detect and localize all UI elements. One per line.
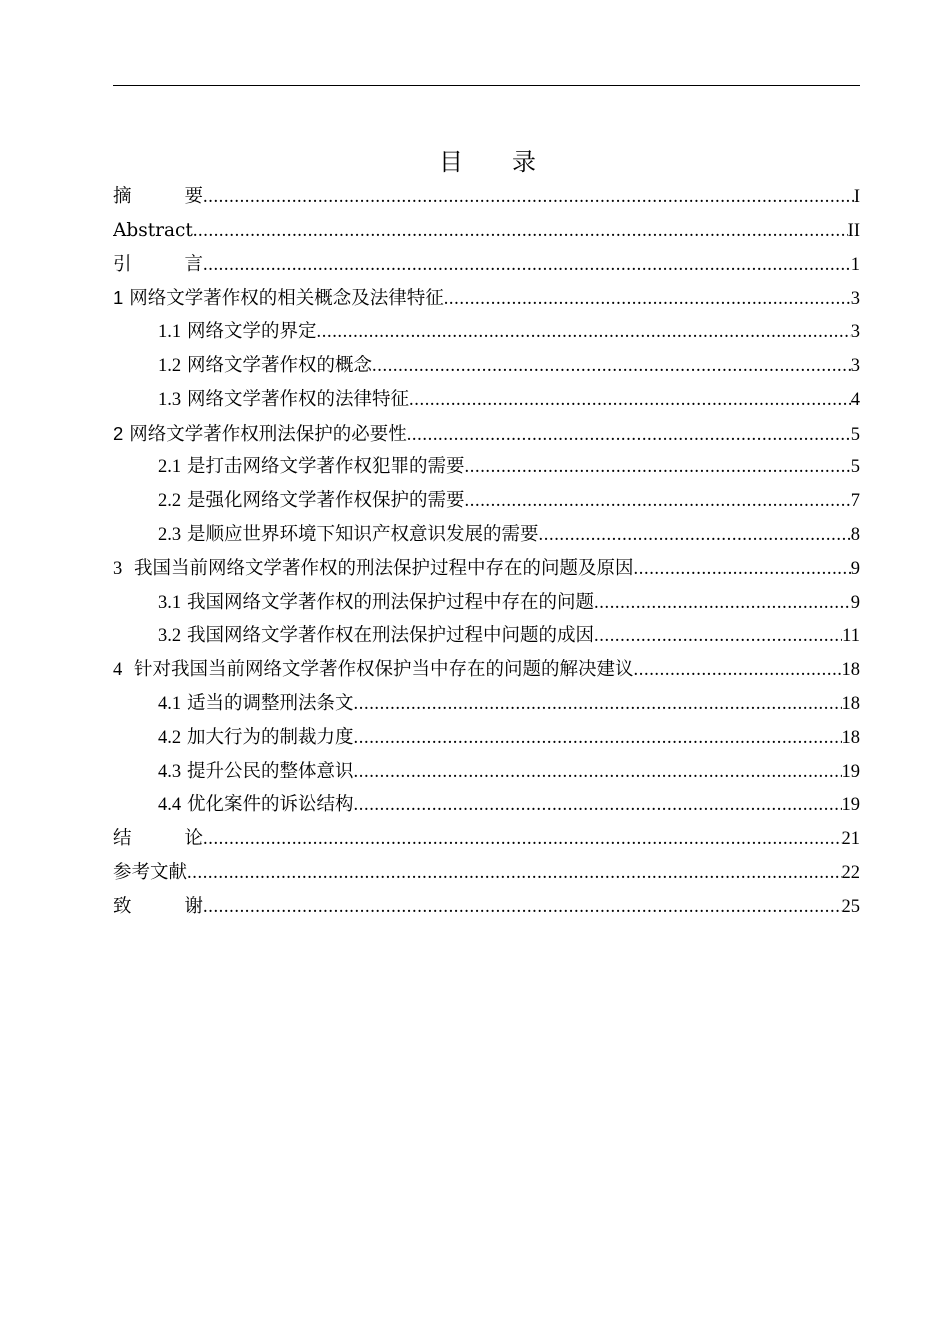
toc-entry[interactable]	[113, 653, 860, 687]
toc-entry-label	[113, 653, 634, 687]
toc-entry-label	[113, 281, 444, 315]
toc-entry-text: 网络文学著作权的概念	[187, 354, 373, 376]
toc-entry[interactable]	[113, 552, 860, 586]
toc-entry-number: 3.1	[158, 592, 182, 613]
toc-entry-text: 加大行为的制裁力度	[187, 726, 354, 748]
toc-page-number: 5	[850, 457, 860, 478]
toc-entry-label: 结 论	[113, 828, 203, 850]
toc-dot-leader	[634, 654, 842, 687]
toc-page-number: 25	[841, 896, 860, 917]
toc-entry[interactable]	[113, 788, 860, 822]
toc-entry-text: 是顺应世界环境下知识产权意识发展的需要	[187, 523, 539, 545]
toc-entry-number: 2	[113, 422, 124, 444]
toc-entry-label	[158, 315, 317, 349]
toc-entry-text: 是打击网络文学著作权犯罪的需要	[187, 456, 465, 478]
toc-entry[interactable]	[113, 349, 860, 383]
toc-dot-leader	[594, 587, 851, 620]
toc-page-number: 3	[850, 322, 860, 343]
toc-entry-number: 4.4	[158, 795, 182, 816]
toc-entry-label	[158, 518, 539, 552]
toc-entry-number: 2.2	[158, 491, 182, 512]
toc-entry-text: 网络文学著作权的相关概念及法律特征	[129, 288, 444, 310]
toc-entry[interactable]	[113, 687, 860, 721]
toc-dot-leader	[539, 519, 851, 552]
toc-entry-text: 针对我国当前网络文学著作权保护当中存在的问题的解决建议	[134, 659, 634, 681]
toc-page-number: 5	[850, 424, 860, 445]
toc-entry-text: 网络文学著作权的法律特征	[187, 388, 410, 410]
toc-page-number: 9	[850, 558, 860, 579]
toc-entry-label	[158, 788, 354, 822]
toc-entry-label	[158, 687, 354, 721]
toc-entry-label: Abstract	[113, 219, 193, 241]
toc-entry[interactable]	[113, 518, 860, 552]
toc-page-number: 18	[841, 693, 860, 714]
toc-title: 目 录	[439, 148, 537, 176]
toc-dot-leader	[354, 688, 842, 721]
toc-entry-label	[113, 417, 407, 451]
toc-dot-leader	[465, 485, 851, 518]
toc-page-number: II	[847, 220, 860, 241]
toc-entry[interactable]	[113, 450, 860, 484]
toc-entry-text: 我国网络文学著作权在刑法保护过程中问题的成因	[187, 625, 595, 647]
toc-dot-leader	[409, 384, 851, 417]
toc-entry-label: 引 言	[113, 253, 203, 275]
toc-page-number: 7	[850, 491, 860, 512]
toc-entry-number: 1	[113, 287, 124, 309]
toc-page-number: I	[853, 187, 860, 207]
toc-dot-leader	[354, 722, 842, 755]
toc-dot-leader	[317, 316, 851, 349]
toc-entry[interactable]	[113, 383, 860, 417]
toc-entry-label	[158, 755, 354, 789]
toc-page-number: 18	[841, 660, 860, 681]
toc-entry[interactable]	[113, 417, 860, 451]
toc-entry[interactable]	[113, 281, 860, 315]
toc-entry-label	[158, 383, 409, 417]
toc-entry-number: 3.2	[158, 626, 182, 647]
toc-entry-text: 我国当前网络文学著作权的刑法保护过程中存在的问题及原因	[134, 557, 634, 579]
toc-entry-label: 摘 要	[113, 186, 203, 207]
toc-page-number: 1	[850, 254, 860, 275]
toc-entry-text: 提升公民的整体意识	[187, 760, 354, 782]
toc-dot-leader	[203, 823, 842, 856]
toc-page-number: 4	[850, 389, 860, 410]
toc-entry-text: 网络文学著作权刑法保护的必要性	[129, 423, 407, 445]
toc-entry[interactable]	[113, 214, 860, 248]
toc-dot-leader	[372, 350, 851, 383]
toc-entry[interactable]	[113, 822, 860, 856]
toc-entry-label	[158, 349, 372, 383]
toc-entry-number: 2.1	[158, 457, 182, 478]
toc-entry-number: 1.1	[158, 322, 182, 343]
toc-dot-leader	[407, 419, 851, 451]
toc-dot-leader	[354, 789, 842, 822]
toc-entry[interactable]	[113, 315, 860, 349]
toc-page-number: 19	[841, 761, 860, 782]
toc-dot-leader	[465, 451, 851, 484]
toc-entry-label: 参考文献	[113, 861, 188, 883]
toc-page-number: 9	[850, 592, 860, 613]
toc-entry-number: 1.2	[158, 355, 182, 376]
toc-entry[interactable]	[113, 619, 860, 653]
toc-entry-label	[158, 450, 465, 484]
toc-page-number: 3	[850, 355, 860, 376]
table-of-contents	[113, 180, 860, 924]
toc-entry-number: 4.3	[158, 761, 182, 782]
header-rule	[113, 85, 860, 86]
toc-dot-leader	[594, 620, 842, 653]
toc-entry-label	[158, 586, 594, 620]
toc-entry-text: 优化案件的诉讼结构	[187, 794, 354, 816]
toc-entry[interactable]	[113, 484, 860, 518]
toc-entry[interactable]	[113, 856, 860, 890]
toc-entry-text: 是强化网络文学著作权保护的需要	[187, 490, 465, 512]
toc-entry[interactable]	[113, 890, 860, 924]
toc-dot-leader	[203, 891, 842, 924]
toc-entry-label	[158, 619, 594, 653]
toc-entry-number: 2.3	[158, 524, 182, 545]
toc-page-number: 11	[842, 626, 860, 647]
toc-page-number: 8	[850, 524, 860, 545]
toc-entry-number: 4.1	[158, 693, 182, 714]
toc-entry-text: 我国网络文学著作权的刑法保护过程中存在的问题	[187, 591, 595, 613]
toc-entry-label	[158, 484, 465, 518]
toc-entry-label	[158, 721, 354, 755]
toc-dot-leader	[354, 756, 842, 789]
toc-dot-leader	[193, 215, 848, 248]
toc-entry-number: 4	[113, 660, 123, 681]
toc-entry-label	[113, 552, 634, 586]
toc-page-number: 22	[841, 862, 860, 883]
toc-entry[interactable]	[113, 721, 860, 755]
toc-entry[interactable]	[113, 755, 860, 789]
toc-dot-leader	[444, 283, 851, 315]
toc-entry-text: 适当的调整刑法条文	[187, 692, 354, 714]
toc-page-number: 18	[841, 727, 860, 748]
toc-entry-number: 4.2	[158, 727, 182, 748]
toc-page-number: 21	[841, 829, 860, 850]
toc-dot-leader	[203, 249, 851, 282]
toc-page-number: 3	[850, 289, 860, 310]
toc-entry-text: 网络文学的界定	[187, 321, 317, 343]
toc-entry-number: 3	[113, 558, 123, 579]
toc-entry[interactable]	[113, 248, 860, 282]
toc-page-number: 19	[841, 795, 860, 816]
toc-entry[interactable]	[113, 586, 860, 620]
toc-entry[interactable]	[113, 180, 860, 214]
toc-dot-leader	[634, 553, 851, 586]
toc-dot-leader	[187, 857, 841, 890]
toc-dot-leader	[203, 181, 854, 214]
toc-entry-label: 致 谢	[113, 895, 203, 917]
toc-entry-number: 1.3	[158, 389, 182, 410]
